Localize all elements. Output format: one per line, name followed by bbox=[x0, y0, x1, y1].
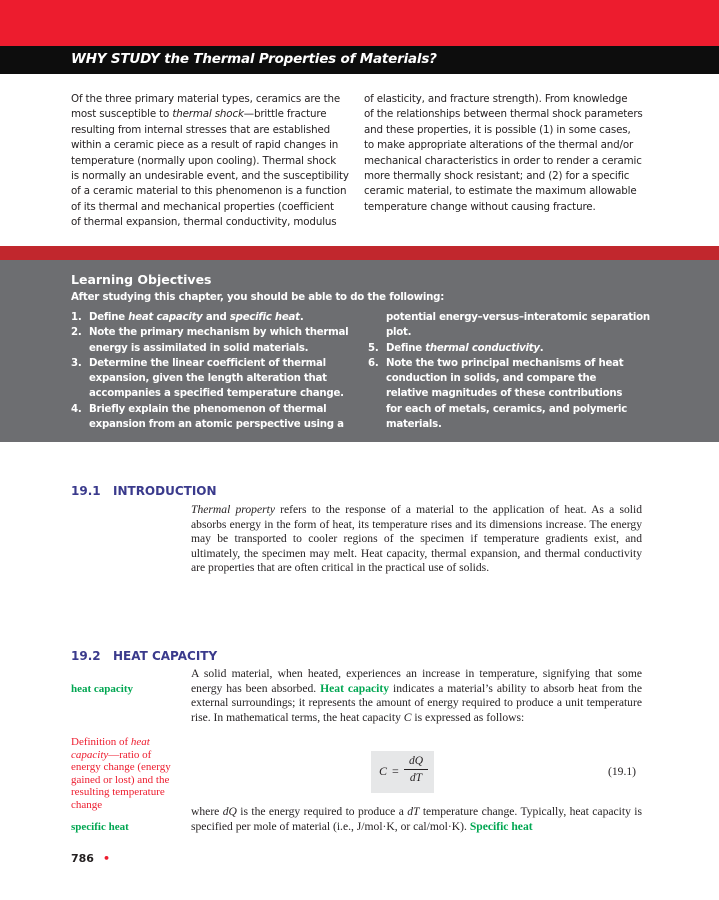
margin-definition-heat-capacity: Definition of heat capacity—ratio of energy change (energy gained or lost) and the resulting temperature change bbox=[71, 736, 171, 811]
why-line: and these properties, it is possible (1) in some cases, bbox=[364, 123, 631, 136]
why-line: more thermally shock resistant; and (2) for a specific bbox=[364, 170, 630, 183]
why-line: of its thermal and mechanical properties (coefficient bbox=[71, 200, 334, 213]
heat-capacity-paragraph-2: where dQ is the energy required to produce a dT temperature change. Typically, heat capacity is specified per mole of material (i.e., J/mol·K, or cal/mol·K). Specific heat bbox=[191, 805, 642, 833]
objective-line: energy is assimilated in solid materials. bbox=[89, 342, 309, 354]
equation-fraction bbox=[404, 754, 428, 785]
margin-term-heat-capacity: heat capacity bbox=[71, 683, 134, 695]
section-heading-introduction: 19.1 INTRODUCTION bbox=[71, 484, 217, 498]
page-number: 786 bbox=[71, 852, 94, 865]
why-line: resulting from internal stresses that are established bbox=[71, 123, 331, 136]
objectives-red-strip bbox=[0, 246, 719, 260]
objective-line: conduction in solids, and compare the bbox=[386, 373, 597, 385]
objective-line: potential energy–versus–interatomic separation bbox=[386, 312, 650, 323]
objective-line: plot. bbox=[386, 327, 412, 339]
learning-objectives-intro: After studying this chapter, you should be able to do the following: bbox=[71, 292, 445, 303]
objective-line: relative magnitudes of these contributions bbox=[386, 388, 623, 400]
equation-number: (19.1) bbox=[608, 765, 637, 778]
objective-line: materials. bbox=[386, 419, 442, 431]
objective-line: 3. Determine the linear coefficient of thermal bbox=[71, 357, 326, 369]
page-bullet: • bbox=[103, 852, 111, 865]
why-line: of thermal expansion, thermal conductivity, modulus bbox=[71, 216, 337, 229]
why-line: is normally an undesirable event, and the susceptibility bbox=[71, 170, 349, 183]
why-line: within a ceramic piece as a result of rapid changes in bbox=[71, 139, 339, 152]
why-line: of the relationships between thermal shock parameters bbox=[364, 108, 643, 121]
why-study-title: WHY STUDY the Thermal Properties of Materials? bbox=[71, 51, 437, 67]
why-study-left-column bbox=[71, 92, 356, 231]
objective-line: expansion from an atomic perspective using a bbox=[89, 419, 344, 431]
objectives-right-column bbox=[368, 310, 650, 432]
why-line: temperature change without causing fracture. bbox=[364, 200, 596, 213]
objective-line: for each of metals, ceramics, and polymeric bbox=[386, 403, 628, 415]
objective-line: 2. Note the primary mechanism by which thermal bbox=[71, 327, 349, 339]
top-red-band bbox=[0, 0, 719, 46]
title-band bbox=[0, 46, 719, 74]
section-heading-heat-capacity: 19.2 HEAT CAPACITY bbox=[71, 649, 218, 663]
why-line: temperature (normally upon cooling). Thermal shock bbox=[71, 154, 337, 167]
equation-lhs: C bbox=[379, 764, 388, 778]
equation-denominator: dT bbox=[409, 772, 423, 784]
fraction-bar bbox=[404, 769, 428, 770]
objective-line: 5. Define thermal conductivity. bbox=[368, 342, 544, 354]
objective-line: 6. Note the two principal mechanisms of heat bbox=[368, 357, 624, 369]
objective-line: accompanies a specified temperature change. bbox=[89, 388, 344, 400]
introduction-paragraph: Thermal property refers to the response of a material to the application of heat. As a solid absorbs energy in the form of heat, its temperature rises and its dimensions increase. The energy may be transported to cooler regions of the specimen if temperature gradients exist, and ultimately, the specimen may melt. Heat capacity, thermal expansion, and thermal conductivity are properties that are often critical in the practical use of solids. bbox=[191, 503, 642, 575]
why-line: most susceptible to thermal shock—brittle fracture bbox=[71, 108, 327, 121]
why-line: of elasticity, and fracture strength). From knowledge bbox=[364, 93, 628, 105]
learning-objectives-heading: Learning Objectives bbox=[71, 272, 212, 287]
margin-term-specific-heat: specific heat bbox=[71, 821, 129, 833]
equation-equals: = bbox=[392, 764, 399, 778]
objective-line: expansion, given the length alteration that bbox=[89, 373, 327, 385]
why-line: ceramic material, to estimate the maximum allowable bbox=[364, 185, 637, 198]
why-line: Of the three primary material types, ceramics are the bbox=[71, 93, 341, 105]
why-line: to make appropriate alterations of the thermal and/or bbox=[364, 139, 634, 152]
heat-capacity-paragraph: A solid material, when heated, experiences an increase in temperature, signifying that some energy has been absorbed. Heat capacity indicates a material’s ability to absorb heat from the external surroundings; it represents the amount of energy required to produce a unit temperature rise. In mathematical terms, the heat capacity C is expressed as follows: bbox=[191, 667, 642, 724]
objectives-left-column bbox=[71, 310, 348, 432]
why-study-right-column bbox=[364, 92, 654, 215]
why-line: of a ceramic material to this phenomenon is a function bbox=[71, 185, 347, 198]
objective-line: 4. Briefly explain the phenomenon of thermal bbox=[71, 403, 327, 415]
objective-line: 1. Define heat capacity and specific heat. bbox=[71, 312, 304, 323]
why-line: mechanical characteristics in order to render a ceramic bbox=[364, 154, 642, 167]
emphasis-thermal-shock: thermal shock bbox=[172, 108, 244, 121]
equation-numerator: dQ bbox=[408, 755, 424, 767]
